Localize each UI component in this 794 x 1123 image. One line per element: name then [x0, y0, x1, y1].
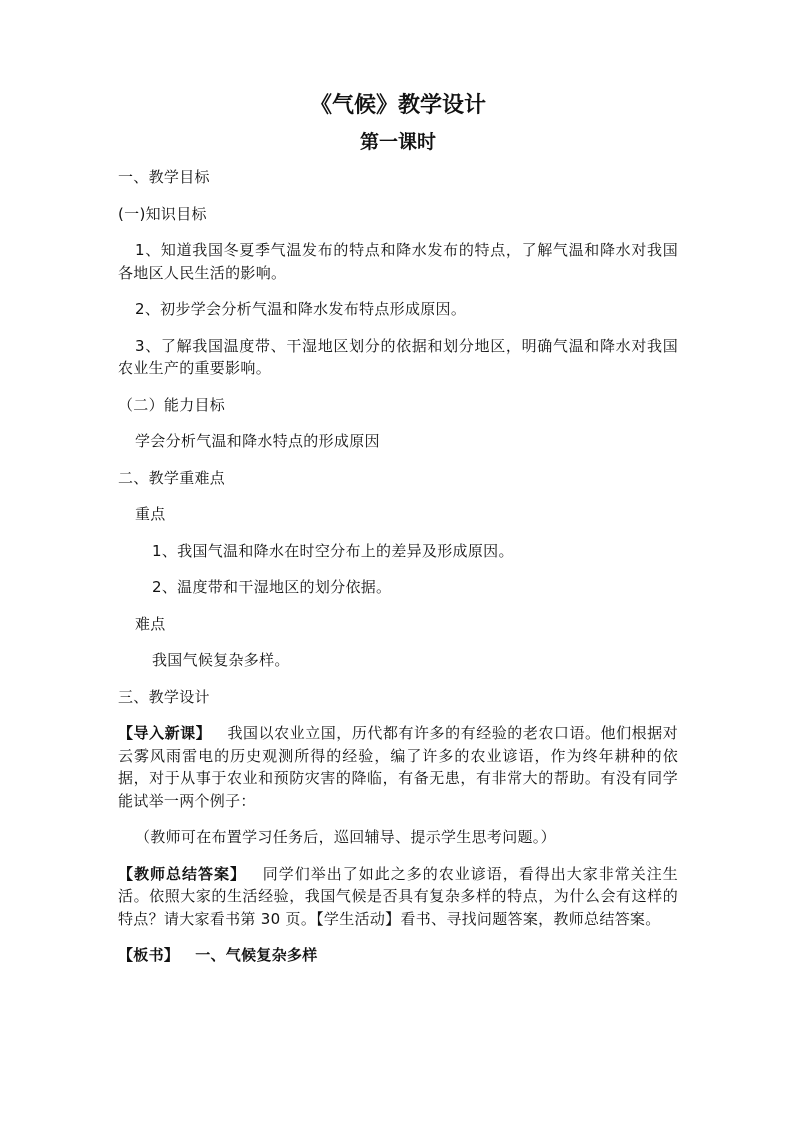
key-points-heading: 重点: [135, 505, 166, 523]
section-heading-key-points: 二、教学重难点: [118, 468, 226, 487]
document-subtitle: 第一课时: [359, 131, 436, 153]
document-content: [118, 90, 678, 981]
key-point-2: 2、温度带和干湿地区的划分依据。: [152, 578, 392, 596]
section-heading-objectives: 一、教学目标: [118, 168, 210, 186]
summary-paragraph: [118, 863, 678, 931]
knowledge-objective-2: 2、初步学会分析气温和降水发布特点形成原因。: [135, 300, 467, 318]
intro-paragraph: [118, 722, 678, 812]
ability-objectives-heading: （二）能力目标: [118, 395, 226, 414]
intro-label: 【导入新课】: [118, 724, 212, 742]
board-label: 【板书】: [118, 946, 180, 964]
board-text: 一、气候复杂多样: [195, 946, 318, 964]
difficult-points-heading: 难点: [135, 614, 166, 633]
summary-text: 同学们举出了如此之多的农业谚语，看得出大家非常关注生活。依照大家的生活经验，我国气候是否具有复杂多样的特点，为什么会有这样的特点？请大家看书第 30 页。【学生活动】看书、寻找问题答案，教师总结答案。: [118, 864, 678, 928]
knowledge-objective-3: 3、了解我国温度带、干湿地区划分的依据和划分地区，明确气温和降水对我国农业生产的重要影响。: [118, 336, 678, 377]
ability-objective-1: 学会分析气温和降水特点的形成原因: [135, 432, 380, 450]
key-point-1: 1、我国气温和降水在时空分布上的差异及形成原因。: [152, 541, 514, 560]
knowledge-objective-1: 1、知道我国冬夏季气温发布的特点和降水发布的特点，了解气温和降水对我国各地区人民生活的影响。: [118, 241, 678, 282]
board-paragraph: [118, 944, 678, 967]
knowledge-objectives-heading: (一)知识目标: [118, 204, 207, 223]
section-heading-design: 三、教学设计: [118, 687, 210, 706]
intro-text: 我国以农业立国，历代都有许多的有经验的老农口语。他们根据对云雾风雨雷电的历史观测所得的经验，编了许多的农业谚语，作为终年耕种的依据，对于从事于农业和预防灾害的降临，有备无患，有非常大的帮助。有没有同学能试举一两个例子：: [118, 724, 678, 810]
document-title: 《气候》教学设计: [309, 93, 486, 118]
teacher-note: （教师可在布置学习任务后，巡回辅导、提示学生思考问题。）: [135, 828, 556, 846]
summary-label: 【教师总结答案】: [118, 864, 246, 883]
difficult-point-1: 我国气候复杂多样。: [152, 651, 290, 669]
